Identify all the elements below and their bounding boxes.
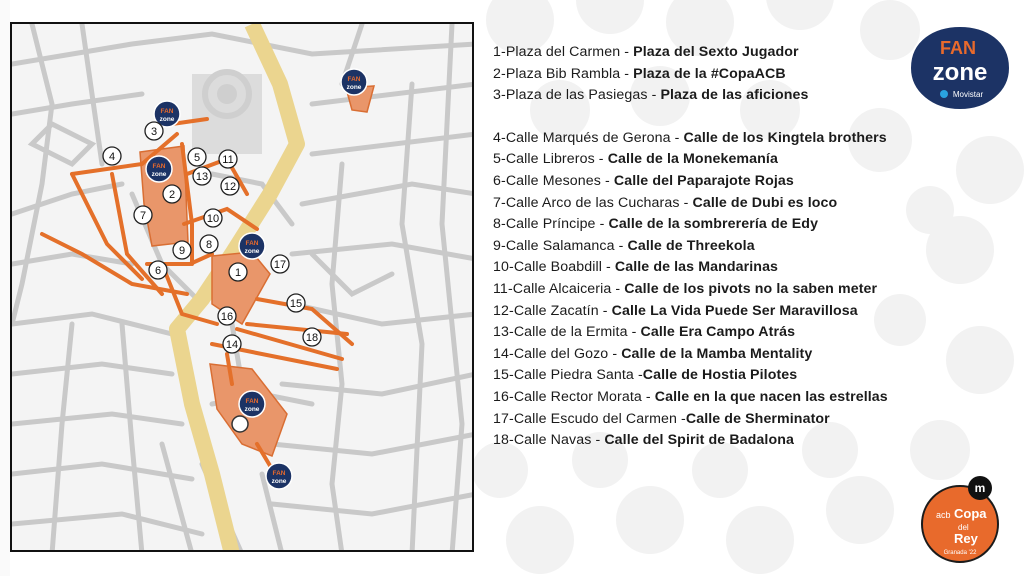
legend-number: 3 bbox=[493, 87, 501, 104]
roundabout-marker bbox=[232, 416, 248, 432]
map[interactable] bbox=[10, 22, 474, 552]
legend-item: 8-Calle Príncipe - Calle de la sombrerería de Edy bbox=[493, 216, 819, 233]
legend-number: 13 bbox=[493, 324, 509, 341]
legend-number: 10 bbox=[493, 259, 509, 276]
fanzone-pin-text: zone bbox=[159, 116, 175, 123]
legend-original-name: Calle del Gozo bbox=[513, 345, 609, 362]
fanzone-pin-text: zone bbox=[271, 478, 287, 485]
legend-original-name: Calle Marqués de Gerona bbox=[505, 129, 671, 146]
map-canvas bbox=[12, 24, 474, 552]
map-marker-label: 4 bbox=[108, 151, 116, 163]
fanzone-pin-text: zone bbox=[244, 248, 260, 255]
legend-separator: - bbox=[614, 237, 628, 254]
legend-new-name: Plaza de la #CopaACB bbox=[633, 65, 786, 82]
legend-number: 5 bbox=[493, 151, 501, 168]
legend-original-name: Calle Piedra Santa bbox=[513, 367, 634, 384]
map-marker-10[interactable] bbox=[204, 209, 222, 227]
legend-original-name: Plaza de las Pasiegas bbox=[505, 87, 648, 104]
legend-item: 5-Calle Libreros - Calle de la Monekemanía bbox=[493, 151, 778, 168]
map-marker-label: 11 bbox=[222, 154, 234, 166]
map-marker-label: 9 bbox=[178, 245, 186, 257]
legend-separator: - bbox=[601, 259, 615, 276]
map-marker-label: 15 bbox=[289, 298, 303, 310]
fanzone-pin-text: zone bbox=[244, 406, 260, 413]
map-marker-label: 16 bbox=[220, 311, 234, 323]
map-marker-label: 18 bbox=[305, 332, 319, 344]
map-marker-label: 13 bbox=[195, 171, 209, 183]
legend-item: 13-Calle de la Ermita - Calle Era Campo Atrás bbox=[493, 324, 796, 341]
map-marker-label: 6 bbox=[154, 265, 162, 277]
legend-original-name: Calle Alcaiceria bbox=[512, 280, 612, 297]
map-marker-label: 3 bbox=[150, 126, 158, 138]
legend-separator: - bbox=[611, 280, 625, 297]
map-marker-label: 12 bbox=[223, 181, 237, 193]
fanzone-logo-fan: FAN bbox=[940, 38, 976, 58]
svg-text:m: m bbox=[974, 481, 986, 495]
legend-separator: - bbox=[620, 44, 634, 60]
legend-separator: - bbox=[591, 432, 605, 449]
legend-number: 11 bbox=[493, 280, 508, 297]
acb-edition: Granada '22 bbox=[943, 550, 977, 556]
legend-new-name: Calle del Spirit de Badalona bbox=[604, 432, 794, 449]
fanzone-pin-text: zone bbox=[151, 171, 167, 178]
legend-number: 15 bbox=[493, 367, 509, 384]
legend-new-name: Calle de las Mandarinas bbox=[614, 259, 779, 276]
fanzone-pin-text: FAN bbox=[245, 240, 259, 247]
fanzone-logo-zone: zone bbox=[932, 59, 988, 86]
map-marker-8[interactable] bbox=[200, 235, 218, 253]
legend-item: 14-Calle del Gozo - Calle de la Mamba Mentality bbox=[493, 345, 813, 362]
map-marker-label: 7 bbox=[139, 210, 147, 222]
legend-number: 6 bbox=[493, 172, 501, 189]
legend-separator: - bbox=[594, 151, 608, 168]
legend-original-name: Calle Zacatín bbox=[513, 302, 599, 319]
fanzone-logo bbox=[904, 22, 1016, 114]
legend-item: 1-Plaza del Carmen - Plaza del Sexto Jugador bbox=[493, 44, 799, 60]
legend-separator: - bbox=[679, 194, 693, 211]
fanzone-pin-text: FAN bbox=[272, 470, 286, 477]
legend-new-name: Calle Era Campo Atrás bbox=[640, 324, 796, 341]
legend-new-name: Calle de Hostia Pilotes bbox=[642, 367, 798, 384]
fanzone-pin-5[interactable] bbox=[239, 391, 265, 417]
legend-new-name: Calle de la Mamba Mentality bbox=[621, 345, 813, 362]
acb-rey: Rey bbox=[954, 531, 978, 546]
legend-item: 15-Calle Piedra Santa -Calle de Hostia Pilotes bbox=[493, 367, 798, 384]
legend-item: 3-Plaza de las Pasiegas - Plaza de las aficiones bbox=[493, 87, 809, 104]
legend-item: 11-Calle Alcaiceria - Calle de los pivots no la saben meter bbox=[493, 280, 878, 297]
legend-item: 17-Calle Escudo del Carmen -Calle de Sherminator bbox=[493, 410, 830, 427]
legend-original-name: Calle Salamanca bbox=[505, 237, 615, 254]
legend-separator: - bbox=[600, 172, 614, 189]
legend-original-name: Calle Escudo del Carmen bbox=[513, 410, 677, 427]
map-marker-17[interactable] bbox=[271, 255, 289, 273]
legend-separator: - bbox=[647, 87, 661, 104]
legend-new-name: Plaza de las aficiones bbox=[660, 87, 809, 104]
street-legend bbox=[493, 42, 963, 452]
legend-original-name: Plaza Bib Rambla bbox=[505, 65, 621, 82]
fanzone-logo-sponsor: Movistar bbox=[952, 90, 984, 99]
map-marker-label: 14 bbox=[225, 339, 239, 351]
map-marker-label: 2 bbox=[168, 189, 176, 201]
legend-new-name: Calle de Sherminator bbox=[685, 410, 830, 427]
legend-number: 9 bbox=[493, 237, 501, 254]
legend-original-name: Calle Mesones bbox=[505, 172, 601, 189]
legend-item: 6-Calle Mesones - Calle del Paparajote Rojas bbox=[493, 172, 794, 189]
acb-brand: acb bbox=[936, 510, 951, 520]
map-marker-18[interactable] bbox=[303, 328, 321, 346]
legend-separator: - bbox=[641, 388, 655, 405]
map-marker-12[interactable] bbox=[221, 177, 239, 195]
cathedral-block bbox=[192, 72, 262, 154]
legend-number: 16 bbox=[493, 388, 509, 405]
legend-new-name: Calle de los pivots no la saben meter bbox=[624, 280, 878, 297]
fanzone-pin-6[interactable] bbox=[266, 463, 292, 489]
acb-copa: Copa bbox=[954, 506, 987, 521]
legend-new-name: Calle de la Monekemanía bbox=[607, 151, 778, 168]
map-marker-6[interactable] bbox=[149, 261, 167, 279]
legend-item: 2-Plaza Bib Rambla - Plaza de la #CopaACB bbox=[493, 65, 786, 82]
legend-item: 4-Calle Marqués de Gerona - Calle de los Kingtela brothers bbox=[493, 129, 887, 146]
legend-item: 7-Calle Arco de las Cucharas - Calle de Dubi es loco bbox=[493, 194, 838, 211]
legend-number: 2 bbox=[493, 65, 501, 82]
legend-item: 16-Calle Rector Morata - Calle en la que nacen las estrellas bbox=[493, 388, 888, 405]
legend-original-name: Plaza del Carmen bbox=[505, 44, 621, 60]
fanzone-pin-text: zone bbox=[346, 84, 362, 91]
legend-separator: - bbox=[670, 129, 684, 146]
legend-new-name: Plaza del Sexto Jugador bbox=[633, 44, 799, 60]
legend-new-name: Calle de Threekola bbox=[627, 237, 755, 254]
map-marker-4[interactable] bbox=[103, 147, 121, 165]
legend-new-name: Calle La Vida Puede Ser Maravillosa bbox=[611, 302, 858, 319]
map-marker-label: 1 bbox=[234, 267, 242, 279]
legend-number: 12 bbox=[493, 302, 509, 319]
legend-separator: - bbox=[633, 367, 643, 384]
map-marker-3[interactable] bbox=[145, 122, 163, 140]
movistar-icon bbox=[940, 90, 948, 98]
map-marker-14[interactable] bbox=[223, 335, 241, 353]
map-marker-5[interactable] bbox=[188, 148, 206, 166]
legend-original-name: Calle de la Ermita bbox=[513, 324, 628, 341]
legend-number: 8 bbox=[493, 216, 501, 233]
legend-item: 18-Calle Navas - Calle del Spirit de Badalona bbox=[493, 432, 794, 449]
map-marker-11[interactable] bbox=[219, 150, 237, 168]
map-marker-1[interactable] bbox=[229, 263, 247, 281]
legend-new-name: Calle de los Kingtela brothers bbox=[683, 129, 887, 146]
map-marker-2[interactable] bbox=[163, 185, 181, 203]
legend-number: 1 bbox=[493, 44, 501, 60]
map-marker-15[interactable] bbox=[287, 294, 305, 312]
fanzone-pin-2[interactable] bbox=[146, 156, 172, 182]
map-marker-label: 5 bbox=[193, 152, 201, 164]
legend-separator: - bbox=[620, 65, 634, 82]
legend-separator: - bbox=[676, 410, 686, 427]
legend-original-name: Calle Boabdill bbox=[513, 259, 602, 276]
legend-separator: - bbox=[598, 302, 612, 319]
fanzone-pin-text: FAN bbox=[347, 76, 361, 83]
legend-number: 17 bbox=[493, 410, 509, 427]
fanzone-pin-text: FAN bbox=[245, 398, 259, 405]
legend-item: 9-Calle Salamanca - Calle de Threekola bbox=[493, 237, 755, 254]
legend-new-name: Calle de Dubi es loco bbox=[692, 194, 838, 211]
fanzone-pin-3[interactable] bbox=[341, 69, 367, 95]
legend-number: 4 bbox=[493, 129, 501, 146]
legend-item: 10-Calle Boabdill - Calle de las Mandarinas bbox=[493, 259, 779, 276]
map-marker-13[interactable] bbox=[193, 167, 211, 185]
fanzone-pin-4[interactable] bbox=[239, 233, 265, 259]
copa-del-rey-logo bbox=[918, 474, 1002, 566]
map-marker-label: 8 bbox=[205, 239, 213, 251]
legend-original-name: Calle Navas bbox=[513, 432, 592, 449]
acb-del: del bbox=[958, 523, 969, 532]
map-marker-label: 17 bbox=[273, 259, 287, 271]
legend-number: 14 bbox=[493, 345, 509, 362]
legend-original-name: Calle Libreros bbox=[505, 151, 595, 168]
legend-original-name: Calle Rector Morata bbox=[513, 388, 642, 405]
legend-number: 7 bbox=[493, 194, 501, 211]
map-marker-7[interactable] bbox=[134, 206, 152, 224]
legend-original-name: Calle Arco de las Cucharas bbox=[505, 194, 680, 211]
map-marker-label: 10 bbox=[206, 213, 220, 225]
legend-separator: - bbox=[608, 345, 622, 362]
map-marker-16[interactable] bbox=[218, 307, 236, 325]
legend-original-name: Calle Príncipe bbox=[505, 216, 596, 233]
legend-item: 12-Calle Zacatín - Calle La Vida Puede Ser Maravillosa bbox=[493, 302, 858, 319]
legend-number: 18 bbox=[493, 432, 509, 449]
legend-separator: - bbox=[595, 216, 609, 233]
legend-new-name: Calle en la que nacen las estrellas bbox=[654, 388, 888, 405]
fanzone-pin-text: FAN bbox=[160, 108, 174, 115]
legend-new-name: Calle de la sombrerería de Edy bbox=[608, 216, 819, 233]
map-marker-9[interactable] bbox=[173, 241, 191, 259]
legend-separator: - bbox=[627, 324, 641, 341]
legend-new-name: Calle del Paparajote Rojas bbox=[613, 172, 794, 189]
fanzone-pin-text: FAN bbox=[152, 163, 166, 170]
